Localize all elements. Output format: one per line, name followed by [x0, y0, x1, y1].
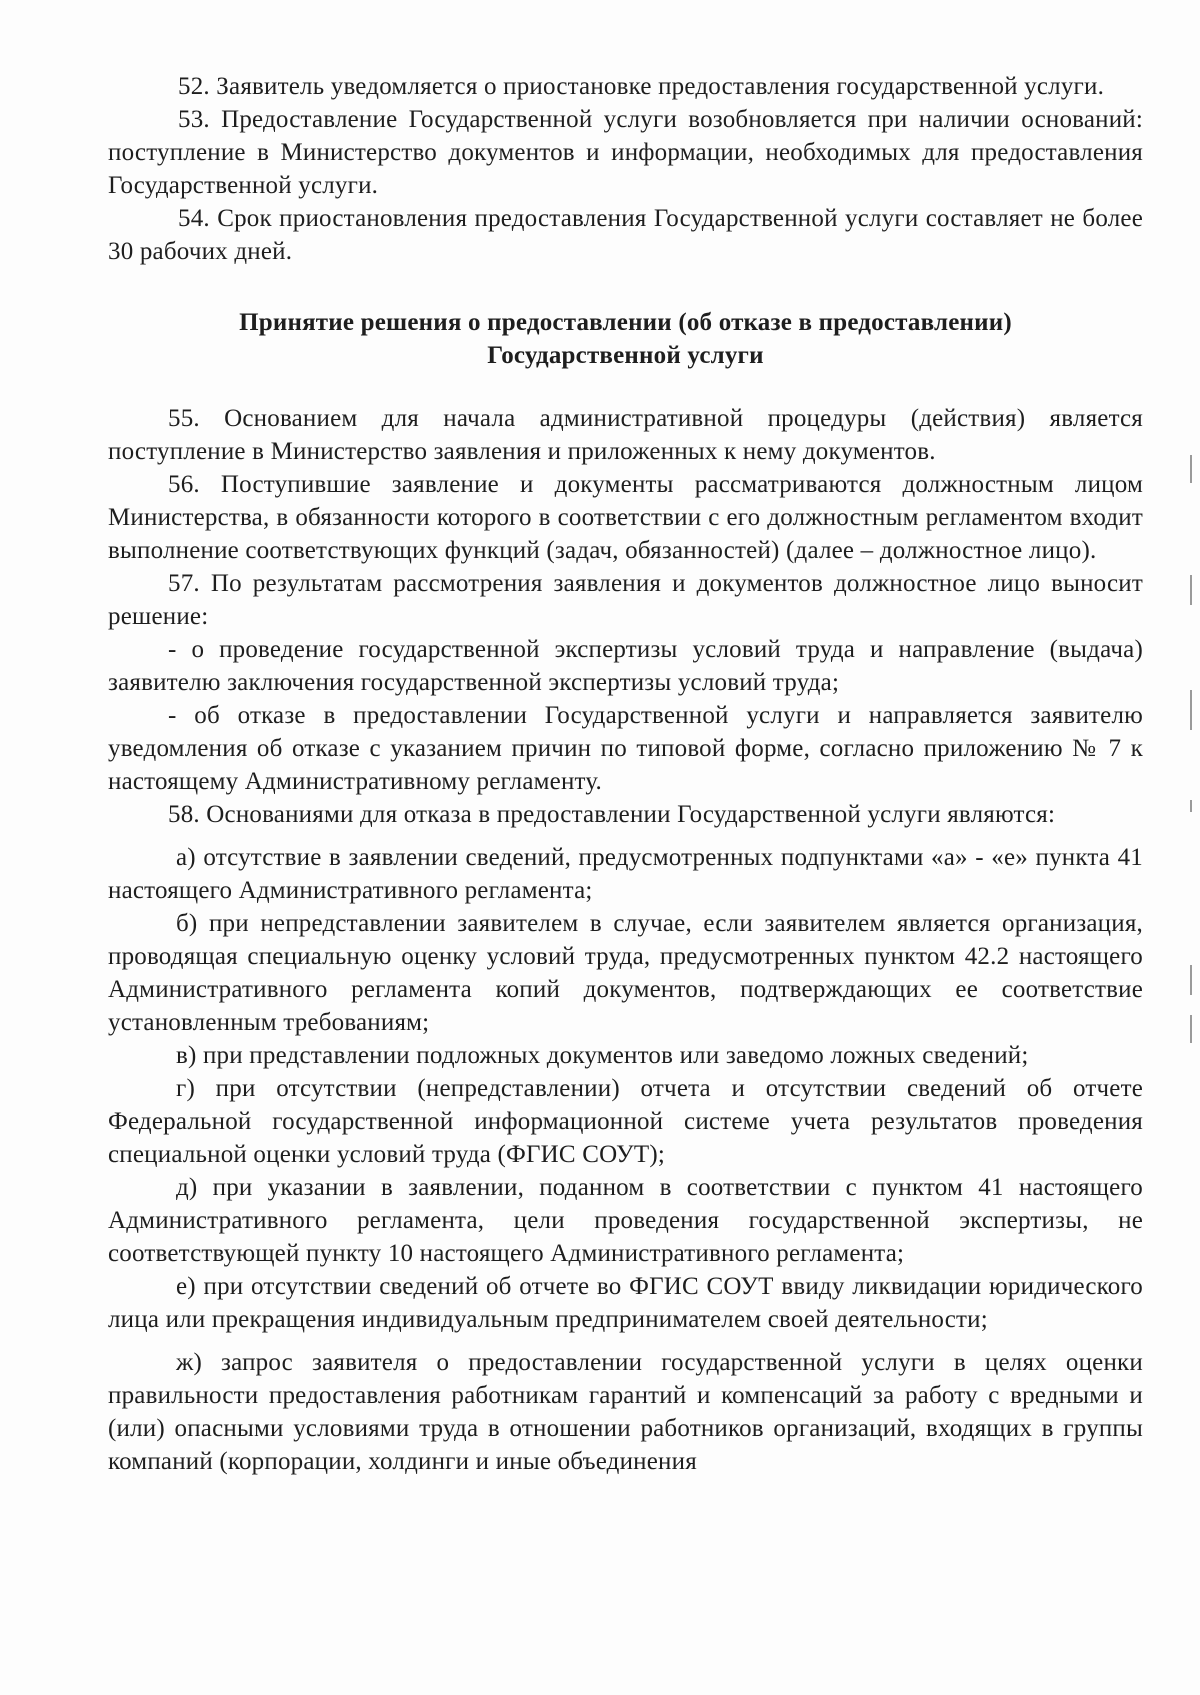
scan-edge-mark: [1190, 575, 1192, 605]
paragraph-56: 56. Поступившие заявление и документы рассматриваются должностным лицом Министерства, в обязанности которого в соответствии с его должностным регламентом входит выполнение соответствующих функций (задач, обязанностей) (далее – должностное лицо).: [108, 471, 1143, 564]
paragraph-52: 52. Заявитель уведомляется о приостановке предоставления государственной услуги.: [178, 73, 1105, 100]
scan-edge-mark: [1190, 800, 1192, 812]
paragraph-55: 55. Основанием для начала административной процедуры (действия) является поступление в Министерство заявления и приложенных к нему документов.: [108, 405, 1143, 465]
section-heading: [108, 306, 1143, 372]
paragraph-57: 57. По результатам рассмотрения заявления и документов должностное лицо выносит решение:: [108, 570, 1143, 630]
subitem-b: б) при непредставлении заявителем в случае, если заявителем является организация, проводящая специальную оценку условий труда, предусмотренных пунктом 42.2 настоящего Административного регламента копий документов, подтверждающих ее соответствие установленным требованиям;: [108, 910, 1143, 1036]
subitem-e: е) при отсутствии сведений об отчете во ФГИС СОУТ ввиду ликвидации юридического лица или прекращения индивидуальным предпринимателем своей деятельности;: [108, 1273, 1143, 1333]
list-item-expertise: - о проведение государственной экспертизы условий труда и направление (выдача) заявителю заключения государственной экспертизы условий труда;: [108, 636, 1143, 696]
subitem-zh: ж) запрос заявителя о предоставлении государственной услуги в целях оценки правильности предоставления работникам гарантий и компенсаций за работу с вредными и (или) опасными условиями труда в отношении работников организаций, входящих в группы компаний (корпорации, холдинги и иные объединения: [108, 1349, 1143, 1475]
scan-edge-mark: [1190, 1015, 1192, 1043]
scan-edge-mark: [1190, 690, 1192, 730]
subitem-d: д) при указании в заявлении, поданном в соответствии с пунктом 41 настоящего Административного регламента, цели проведения государственной экспертизы, не соответствующей пункту 10 настоящего Административного регламента;: [108, 1174, 1143, 1267]
scan-edge-mark: [1190, 455, 1192, 483]
list-item-refusal: - об отказе в предоставлении Государственной услуги и направляется заявителю уведомления об отказе с указанием причин по типовой форме, согласно приложению № 7 к настоящему Административному регламенту.: [108, 702, 1143, 795]
section-heading-line-2: Государственной услуги: [487, 342, 764, 369]
scan-edge-mark: [1190, 965, 1192, 995]
subitem-v: в) при представлении подложных документов или заведомо ложных сведений;: [176, 1042, 1029, 1069]
subitem-g: г) при отсутствии (непредставлении) отчета и отсутствии сведений об отчете Федеральной государственной информационной системе учета результатов проведения специальной оценки условий труда (ФГИС СОУТ);: [108, 1075, 1143, 1168]
subitem-a: а) отсутствие в заявлении сведений, предусмотренных подпунктами «а» - «е» пункта 41 настоящего Административного регламента;: [108, 844, 1143, 904]
section-heading-line-1: Принятие решения о предоставлении (об отказе в предоставлении): [239, 309, 1012, 336]
paragraph-58: 58. Основаниями для отказа в предоставлении Государственной услуги являются:: [168, 801, 1056, 828]
document-body: [108, 70, 1143, 1478]
paragraph-53: 53. Предоставление Государственной услуги возобновляется при наличии оснований: поступление в Министерство документов и информации, необходимых для предоставления Государственной услуги.: [108, 106, 1143, 199]
paragraph-54: 54. Срок приостановления предоставления Государственной услуги составляет не более 30 рабочих дней.: [108, 205, 1143, 265]
